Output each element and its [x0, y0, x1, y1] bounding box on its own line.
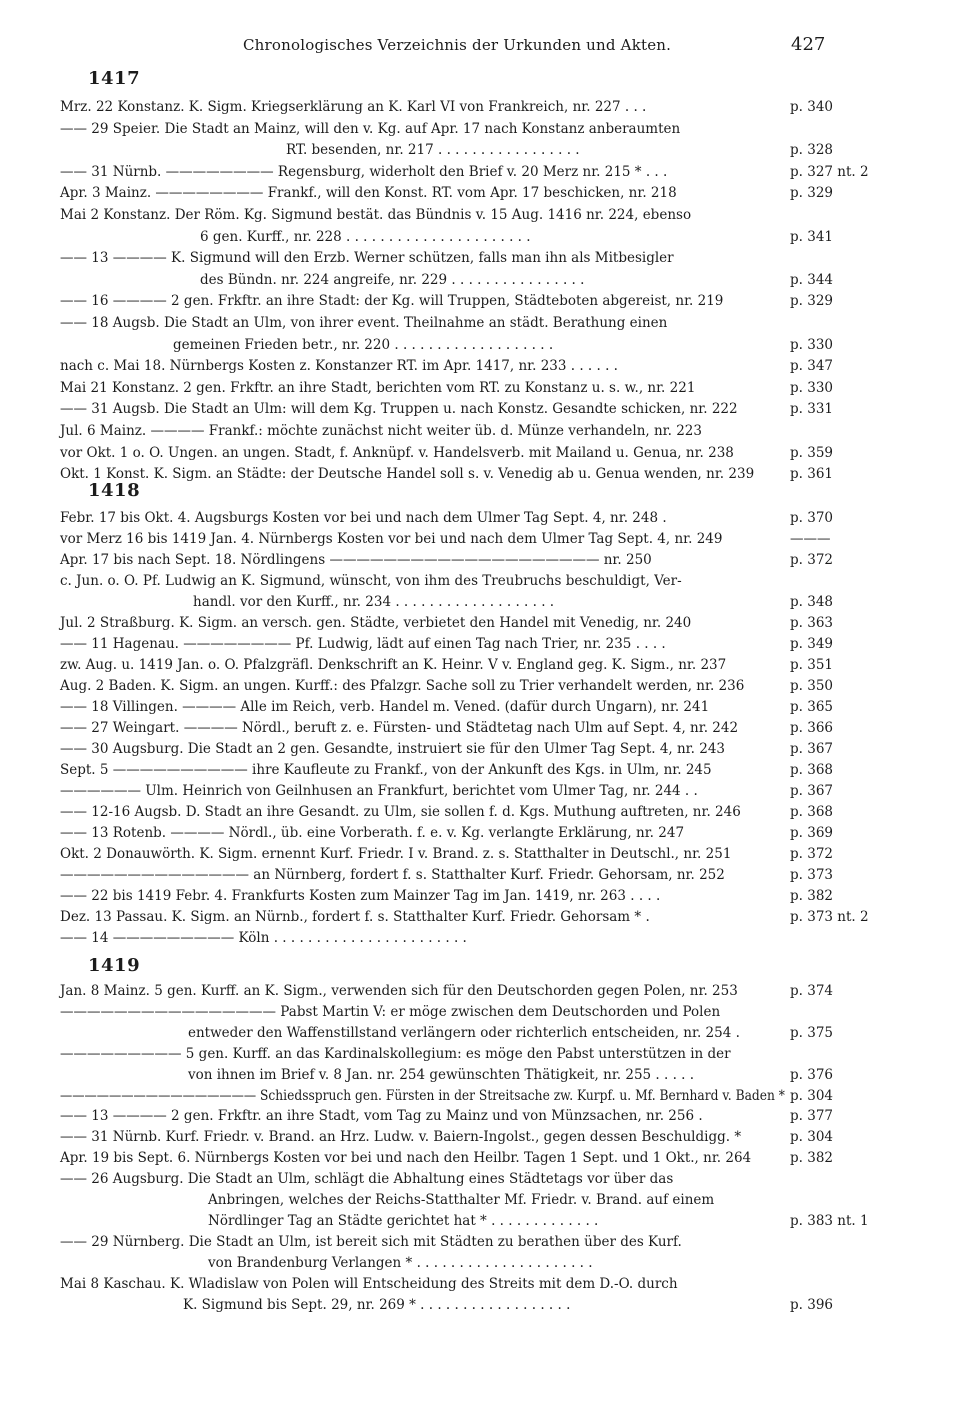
register-entry — [60, 592, 835, 613]
entry-text: RT. besenden, nr. 217 . . . . . . . . . . . . . . . . . — [286, 142, 580, 159]
register-entry — [60, 421, 835, 442]
page-reference: p. 329 — [790, 293, 833, 310]
entry-text: —— 14 ————————— Köln . . . . . . . . . . . . . . . . . . . . . . . — [60, 930, 467, 946]
register-entry — [60, 205, 835, 226]
register-entry — [60, 865, 835, 886]
entry-text: Nördlinger Tag an Städte gerichtet hat * . . . . . . . . . . . . . — [208, 1212, 599, 1229]
entry-text: Mai 8 Kaschau. K. Wladislaw von Polen will Entscheidung des Streits mit dem D.-O. durch — [60, 1275, 678, 1292]
page-reference: p. 329 — [790, 185, 833, 202]
entry-text: ———————————————— Pabst Martin V: er möge zwischen dem Deutschorden und Polen — [60, 1003, 721, 1020]
entry-text: Anbringen, welches der Reichs-Statthalter Mf. Friedr. v. Brand. auf einem — [208, 1192, 715, 1208]
register-entry — [60, 1065, 835, 1086]
entry-text: —————————————— an Nürnberg, fordert f. s. Statthalter Kurf. Friedr. Gehorsam, nr. 252 — [60, 867, 725, 883]
page-reference: p. 374 — [790, 983, 833, 999]
register-entry — [60, 335, 835, 356]
register-entry — [60, 97, 835, 118]
page-number: 427 — [791, 34, 826, 55]
register-entry — [60, 1232, 835, 1253]
page-reference: p. 382 — [790, 1150, 833, 1167]
page-reference: p. 383 nt. 1 — [790, 1212, 869, 1229]
register-entry — [60, 1127, 835, 1148]
entry-text: Febr. 17 bis Okt. 4. Augsburgs Kosten vor bei und nach dem Ulmer Tag Sept. 4, nr. 248 . — [60, 510, 667, 526]
entry-text: —— 29 Nürnberg. Die Stadt an Ulm, ist bereit sich mit Städten zu berathen über des Kurf. — [60, 1233, 682, 1250]
register-entry — [60, 356, 835, 377]
page-reference: p. 348 — [790, 594, 833, 610]
page-reference: p. 372 — [790, 552, 833, 568]
entry-text: —— 31 Augsb. Die Stadt an Ulm: will dem Kg. Truppen u. nach Konstz. Gesandte schicken, nr. 222 — [60, 401, 738, 418]
page-reference: p. 368 — [790, 804, 833, 820]
page-reference: p. 304 — [790, 1129, 833, 1146]
entry-text: —— 13 ———— 2 gen. Frkftr. an ihre Stadt, vom Tag zu Mainz und von Münzsachen, nr. 256 . — [60, 1108, 703, 1125]
entry-text: —— 18 Augsb. Die Stadt an Ulm, von ihrer event. Theilnahme an städt. Berathung einen — [60, 315, 668, 331]
page-reference: p. 368 — [790, 762, 833, 778]
entry-text: Sept. 5 —————————— ihre Kaufleute zu Frankf., von der Ankunft des Kgs. in Ulm, nr. 245 — [60, 762, 712, 778]
entry-text: Aug. 2 Baden. K. Sigm. an ungen. Kurff.: des Pfalzgr. Sache soll zu Trier verhandelt werden, nr. 236 — [60, 678, 745, 694]
entry-text: Okt. 1 Konst. K. Sigm. an Städte: der Deutsche Handel soll s. v. Venedig ab u. Genua wenden, nr. 239 — [60, 466, 755, 483]
page-reference: p. 372 — [790, 846, 833, 862]
entry-text: Mai 21 Konstanz. 2 gen. Frkftr. an ihre Stadt, berichten vom RT. zu Konstanz u. s. w., nr. 221 — [60, 379, 696, 396]
entry-text: vor Merz 16 bis 1419 Jan. 4. Nürnbergs Kosten vor bei und nach dem Ulmer Tag Sept. 4, nr. 249 — [60, 531, 723, 547]
entry-text: Mrz. 22 Konstanz. K. Sigm. Kriegserklärung an K. Karl VI von Frankreich, nr. 227 . . . — [60, 99, 647, 115]
register-entry — [60, 613, 835, 634]
register-entry — [60, 140, 835, 161]
page-reference: p. 341 — [790, 228, 833, 245]
register-entry — [60, 1253, 835, 1274]
page-reference: p. 344 — [790, 271, 833, 288]
register-entry — [60, 1106, 835, 1127]
year-heading: 1419 — [88, 955, 141, 976]
register-entry — [60, 162, 869, 183]
register-entry — [60, 928, 835, 949]
register-entry — [60, 1044, 835, 1065]
page-reference: p. 363 — [790, 615, 833, 631]
entry-text: —— 11 Hagenau. ———————— Pf. Ludwig, lädt auf einen Tag nach Trier, nr. 235 . . . . — [60, 636, 666, 652]
entry-text: handl. vor den Kurff., nr. 234 . . . . . . . . . . . . . . . . . . . — [193, 594, 555, 610]
page-reference: p. 304 — [790, 1087, 833, 1104]
register-entry — [60, 1190, 835, 1211]
register-entry — [60, 886, 835, 907]
register-entry — [60, 781, 835, 802]
year-heading: 1417 — [88, 68, 141, 89]
entry-text: Dez. 13 Passau. K. Sigm. an Nürnb., fordert f. s. Statthalter Kurf. Friedr. Gehorsam * . — [60, 909, 650, 925]
page-reference: p. 373 — [790, 867, 833, 883]
entry-text: des Bündn. nr. 224 angreife, nr. 229 . . . . . . . . . . . . . . . . — [200, 271, 585, 288]
page-reference: p. 375 — [790, 1024, 833, 1041]
page-reference: p. 361 — [790, 466, 833, 483]
register-entry — [60, 823, 835, 844]
entry-text: —— 31 Nürnb. Kurf. Friedr. v. Brand. an Hrz. Ludw. v. Baiern-Ingolst., gegen dessen Beschuldigg. * — [60, 1129, 742, 1146]
entry-text: zw. Aug. u. 1419 Jan. o. O. Pfalzgräfl. Denkschrift an K. Heinr. V v. England geg. K. Sigm., nr. 237 — [60, 657, 727, 673]
entry-text: —— 13 ———— K. Sigmund will den Erzb. Werner schützen, falls man ihn als Mitbesigler — [60, 250, 674, 267]
register-entry — [60, 718, 835, 739]
page-reference: p. 351 — [790, 657, 833, 673]
page-reference: p. 359 — [790, 444, 833, 461]
entry-text: —— 16 ———— 2 gen. Frkftr. an ihre Stadt: der Kg. will Truppen, Städteboten abgereist, nr. 219 — [60, 293, 724, 310]
register-entry — [60, 529, 835, 550]
entry-text: —— 31 Nürnb. ———————— Regensburg, widerholt den Brief v. 20 Merz nr. 215 * . . . — [60, 163, 668, 180]
entry-text: Jan. 8 Mainz. 5 gen. Kurff. an K. Sigm., verwenden sich für den Deutschorden gegen Polen, nr. 253 — [60, 983, 738, 999]
page-reference: p. 382 — [790, 888, 833, 904]
page-reference: p. 367 — [790, 783, 833, 799]
page-reference: p. 349 — [790, 636, 833, 652]
page-header — [0, 36, 960, 58]
register-entry — [60, 802, 835, 823]
entry-text: —————— Ulm. Heinrich von Geilnhusen an Frankfurt, berichtet vom Ulmer Tag, nr. 244 . . — [60, 783, 698, 799]
register-entry — [60, 313, 835, 334]
page-reference: p. 376 — [790, 1066, 833, 1083]
page-reference: p. 370 — [790, 510, 833, 526]
register-entry — [60, 1086, 835, 1107]
register-entry — [60, 571, 835, 592]
entry-text: Jul. 6 Mainz. ———— Frankf.: möchte zunächst nicht weiter üb. d. Münze verhandeln, nr. 223 — [60, 423, 702, 439]
entry-text: Jul. 2 Straßburg. K. Sigm. an versch. gen. Städte, verbietet den Handel mit Venedig, nr. 240 — [60, 615, 692, 631]
page-reference: p. 373 nt. 2 — [790, 909, 869, 925]
entry-text: —— 26 Augsburg. Die Stadt an Ulm, schlägt die Abhaltung eines Städtetags vor über das — [60, 1171, 674, 1188]
register-entry — [60, 844, 835, 865]
register-entry — [60, 119, 835, 140]
page-reference: p. 396 — [790, 1296, 833, 1313]
entry-text: K. Sigmund bis Sept. 29, nr. 269 * . . . . . . . . . . . . . . . . . . — [183, 1296, 571, 1313]
register-entry — [60, 443, 835, 464]
year-heading: 1418 — [88, 480, 141, 501]
page-reference: p. 367 — [790, 741, 833, 757]
page-reference: p. 347 — [790, 358, 833, 375]
entry-text: —— 29 Speier. Die Stadt an Mainz, will den v. Kg. auf Apr. 17 nach Konstanz anberaumten — [60, 120, 681, 137]
entry-text: Apr. 17 bis nach Sept. 18. Nördlingens ———————————————————— nr. 250 — [60, 552, 652, 568]
entry-text: —— 12-16 Augsb. D. Stadt an ihre Gesandt. zu Ulm, sie sollen f. d. Kgs. Muthung auftreten, nr. 246 — [60, 804, 741, 820]
register-entry — [60, 1295, 835, 1316]
register-entry — [60, 739, 835, 760]
register-entry — [60, 907, 869, 928]
entry-text: 6 gen. Kurff., nr. 228 . . . . . . . . . . . . . . . . . . . . . . — [200, 228, 531, 245]
page-reference: p. 350 — [790, 678, 833, 694]
entry-text: —— 22 bis 1419 Febr. 4. Frankfurts Kosten zum Mainzer Tag im Jan. 1419, nr. 263 . . . . — [60, 888, 661, 904]
register-entry — [60, 676, 835, 697]
entry-text: c. Jun. o. O. Pf. Ludwig an K. Sigmund, wünscht, von ihm des Treubruchs beschuldigt, Ver- — [60, 573, 682, 589]
entry-text: vor Okt. 1 o. O. Ungen. an ungen. Stadt, f. Anknüpf. v. Handelsverb. mit Mailand u. Genua, nr. 238 — [60, 444, 734, 461]
entry-text: Mai 2 Konstanz. Der Röm. Kg. Sigmund bestät. das Bündnis v. 15 Aug. 1416 nr. 224, ebenso — [60, 207, 692, 223]
register-entry — [60, 291, 835, 312]
register-entry — [60, 760, 835, 781]
page-reference: p. 377 — [790, 1108, 833, 1125]
page-reference: p. 365 — [790, 699, 833, 715]
register-entry — [60, 1211, 869, 1232]
page-reference: p. 330 — [790, 379, 833, 396]
entry-text: nach c. Mai 18. Nürnbergs Kosten z. Konstanzer RT. im Apr. 1417, nr. 233 . . . . . . — [60, 358, 618, 375]
register-entry — [60, 550, 835, 571]
entry-text: ———————————————— Schiedsspruch gen. Fürsten in der Streitsache zw. Kurpf. u. Mf. Bernhard v. Baden * — [60, 1087, 785, 1104]
register-entry — [60, 248, 835, 269]
page-reference: p. 328 — [790, 142, 833, 159]
register-entry — [60, 655, 835, 676]
entry-text: entweder den Waffenstillstand verlängern oder richterlich entscheiden, nr. 254 . — [188, 1024, 740, 1041]
entry-text: Okt. 2 Donauwörth. K. Sigm. ernennt Kurf. Friedr. I v. Brand. z. s. Statthalter in Deutschl., nr. 251 — [60, 846, 732, 862]
register-entry — [60, 697, 835, 718]
entry-text: von Brandenburg Verlangen * . . . . . . . . . . . . . . . . . . . . . — [208, 1254, 593, 1271]
page-reference: p. 366 — [790, 720, 833, 736]
register-entry — [60, 1023, 835, 1044]
page-reference: p. 331 — [790, 401, 833, 418]
register-entry — [60, 378, 835, 399]
running-title: Chronologisches Verzeichnis der Urkunden und Akten. — [243, 36, 672, 54]
entry-text: von ihnen im Brief v. 8 Jan. nr. 254 gewünschten Thätigkeit, nr. 255 . . . . . — [188, 1066, 695, 1083]
register-entry — [60, 1148, 835, 1169]
entry-text: —— 30 Augsburg. Die Stadt an 2 gen. Gesandte, instruiert sie für den Ulmer Tag Sept. 4, nr. 243 — [60, 741, 726, 757]
page-reference: p. 340 — [790, 99, 833, 115]
entry-text: gemeinen Frieden betr., nr. 220 . . . . . . . . . . . . . . . . . . . — [173, 336, 554, 353]
register-entry — [60, 1169, 835, 1190]
register-entry — [60, 981, 835, 1002]
entry-text: ————————— 5 gen. Kurff. an das Kardinalskollegium: es möge den Pabst unterstützen in der — [60, 1045, 731, 1062]
page-reference: p. 327 nt. 2 — [790, 163, 869, 180]
register-entry — [60, 1002, 835, 1023]
register-entry — [60, 227, 835, 248]
register-entry — [60, 183, 835, 204]
entry-text: —— 18 Villingen. ———— Alle im Reich, verb. Handel m. Vened. (dafür durch Ungarn), nr. 241 — [60, 699, 710, 715]
register-entry — [60, 1274, 835, 1295]
entry-text: —— 27 Weingart. ———— Nördl., beruft z. e. Fürsten- und Städtetag nach Ulm auf Sept. 4, nr. 242 — [60, 720, 739, 736]
register-entry — [60, 399, 835, 420]
entry-text: Apr. 19 bis Sept. 6. Nürnbergs Kosten vor bei und nach den Heilbr. Tagen 1 Sept. und 1 Okt., nr. 264 — [60, 1150, 752, 1167]
register-entry — [60, 508, 835, 529]
register-entry — [60, 464, 835, 485]
register-entry — [60, 270, 835, 291]
page-reference: p. 330 — [790, 336, 833, 353]
entry-text: —— 13 Rotenb. ———— Nördl., üb. eine Vorberath. f. e. v. Kg. verlangte Erklärung, nr. 247 — [60, 825, 685, 841]
page-reference: p. 369 — [790, 825, 833, 841]
register-entry — [60, 634, 835, 655]
page-reference: ——— — [790, 531, 831, 547]
entry-text: Apr. 3 Mainz. ———————— Frankf., will den Konst. RT. vom Apr. 17 beschicken, nr. 218 — [60, 185, 677, 202]
